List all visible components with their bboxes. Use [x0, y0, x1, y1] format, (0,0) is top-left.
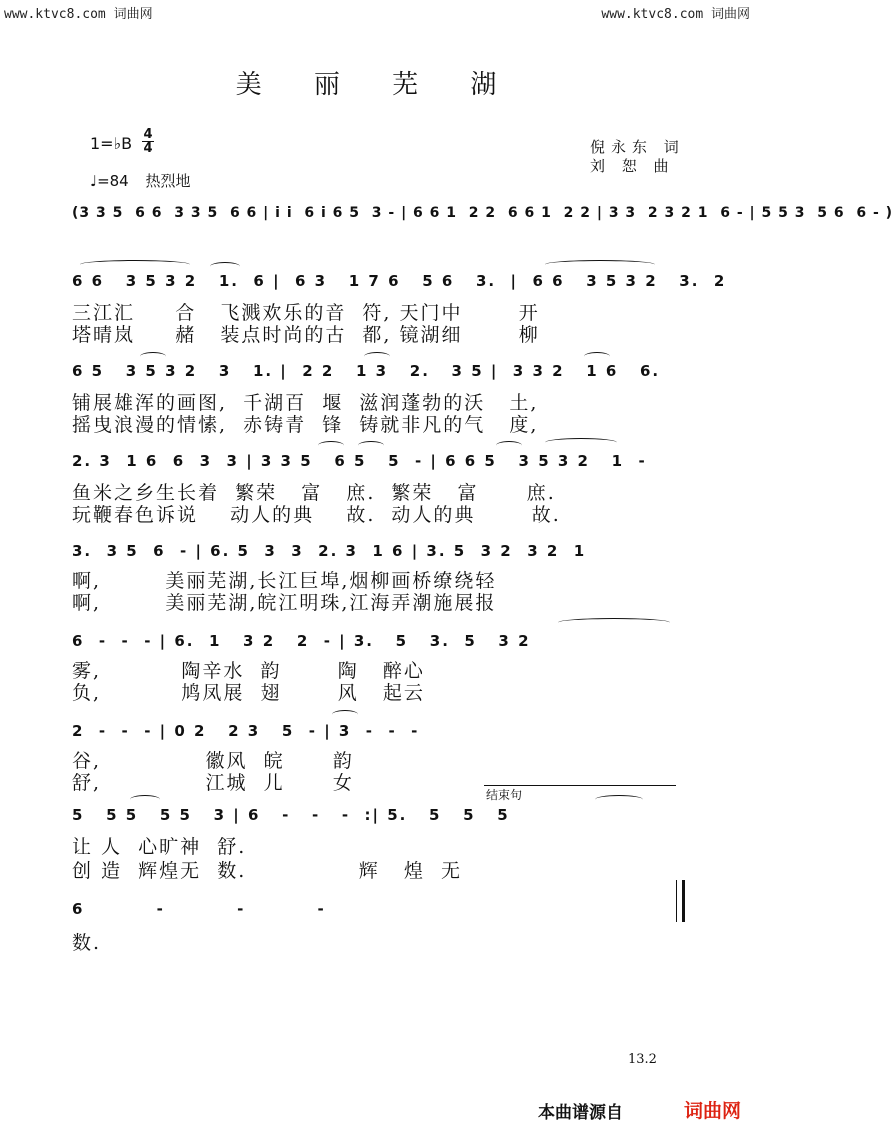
tempo-marking — [90, 170, 191, 191]
system-4-notes: 3. 3 5 6 - | 6. 5 3 3 2. 3 1 6 | 3. 5 3 2 3 2 1 — [72, 542, 587, 560]
system-2-lyric-1: 铺展雄浑的画图, 千湖百 堰 滋润蓬勃的沃 土, — [72, 392, 539, 414]
slur — [358, 441, 384, 450]
system-7-notes: 5 5 5 5 5 3 | 6 - - - :| 5. 5 5 5 — [72, 806, 510, 824]
slur — [558, 618, 670, 627]
page-number: 13.2 — [628, 1052, 657, 1067]
slur — [318, 441, 344, 450]
slur — [210, 262, 240, 271]
system-3-lyric-2: 玩鞭春色诉说 动人的典 故. 动人的典 故. — [72, 504, 561, 526]
watermark-right: www.ktvc8.com 词曲网 — [601, 7, 750, 22]
site-logo[interactable]: 词曲网 — [684, 1100, 742, 1122]
system-6-notes: 2 - - - | 0 2 2 3 5 - | 3 - - - — [72, 722, 420, 740]
time-signature: $\frac{4}{4}$ — [143, 127, 153, 156]
system-5-notes: 6 - - - | 6. 1 3 2 2 - | 3. 5 3. 5 3 2 — [72, 632, 531, 650]
system-3-lyric-1: 鱼米之乡生长着 繁荣 富 庶. 繁荣 富 庶. — [72, 482, 556, 504]
system-6-lyric-1: 谷, 徽风 皖 韵 — [72, 750, 354, 772]
system-1-lyric-1: 三江汇 合 飞溅欢乐的音 符, 天门中 开 — [72, 302, 540, 324]
slur — [80, 260, 190, 269]
system-7-lyric-1: 让 人 心旷神 舒. — [72, 836, 247, 858]
system-2-lyric-2: 摇曳浪漫的情愫, 赤铸青 锋 铸就非凡的气 度, — [72, 414, 539, 436]
slur — [130, 795, 160, 804]
lyricist-credit: 倪永东 词 — [590, 138, 685, 156]
song-title: 美 丽 芜 湖 — [235, 70, 519, 100]
system-1-lyric-2: 塔晴岚 赭 装点时尚的古 都, 镜湖细 柳 — [72, 324, 540, 346]
system-8-lyric-1: 数. — [72, 932, 102, 954]
slur — [364, 352, 390, 361]
intro-notes: (3 3 5 6 6 3 3 5 6 6 | i i 6 i 6 5 3 - | 6 6 1 2 2 6 6 1 2 2 | 3 3 2 3 2 1 6 - | 5 5 3 5 6 6 - ) — [72, 205, 893, 221]
system-5-lyric-1: 雾, 陶辛水 韵 陶 醉心 — [72, 660, 425, 682]
system-1-notes: 6 6 3 5 3 2 1. 6 | 6 3 1 7 6 5 6 3. | 6 6 3 5 3 2 3. 2 — [72, 272, 727, 290]
slur — [140, 352, 166, 361]
source-note: 本曲谱源自 — [538, 1103, 623, 1123]
watermark-left: www.ktvc8.com 词曲网 — [4, 7, 153, 22]
system-3-notes: 2. 3 1 6 6 3 3 | 3 3 5 6 5 5 - | 6 6 5 3 5 3 2 1 - — [72, 452, 647, 470]
slur — [584, 352, 610, 361]
system-6-lyric-2: 舒, 江城 儿 女 — [72, 772, 354, 794]
final-barline — [676, 880, 685, 922]
system-7-lyric-2: 创 造 辉煌无 数. 辉 煌 无 — [72, 860, 462, 882]
system-4-lyric-2: 啊, 美丽芜湖,皖江明珠,江海弄潮施展报 — [72, 592, 497, 614]
system-4-lyric-1: 啊, 美丽芜湖,长江巨埠,烟柳画桥缭绕轻 — [72, 570, 497, 592]
tempo-value: ♩=84 — [90, 172, 129, 190]
system-2-notes: 6 5 3 5 3 2 3 1. | 2 2 1 3 2. 3 5 | 3 3 2 1 6 6. — [72, 362, 661, 380]
system-8-notes: 6 - - - — [72, 900, 326, 918]
slur — [545, 260, 655, 269]
slur — [595, 795, 643, 804]
slur — [545, 438, 617, 447]
key-signature: 1=♭B — [90, 134, 133, 153]
composer-credit: 刘 恕 曲 — [590, 157, 675, 175]
slur — [496, 441, 522, 450]
mood-marking: 热烈地 — [145, 172, 191, 190]
slur — [332, 710, 358, 719]
ending-label: 结束句 — [486, 788, 523, 802]
system-5-lyric-2: 负, 鸠凤展 翅 风 起云 — [72, 682, 425, 704]
